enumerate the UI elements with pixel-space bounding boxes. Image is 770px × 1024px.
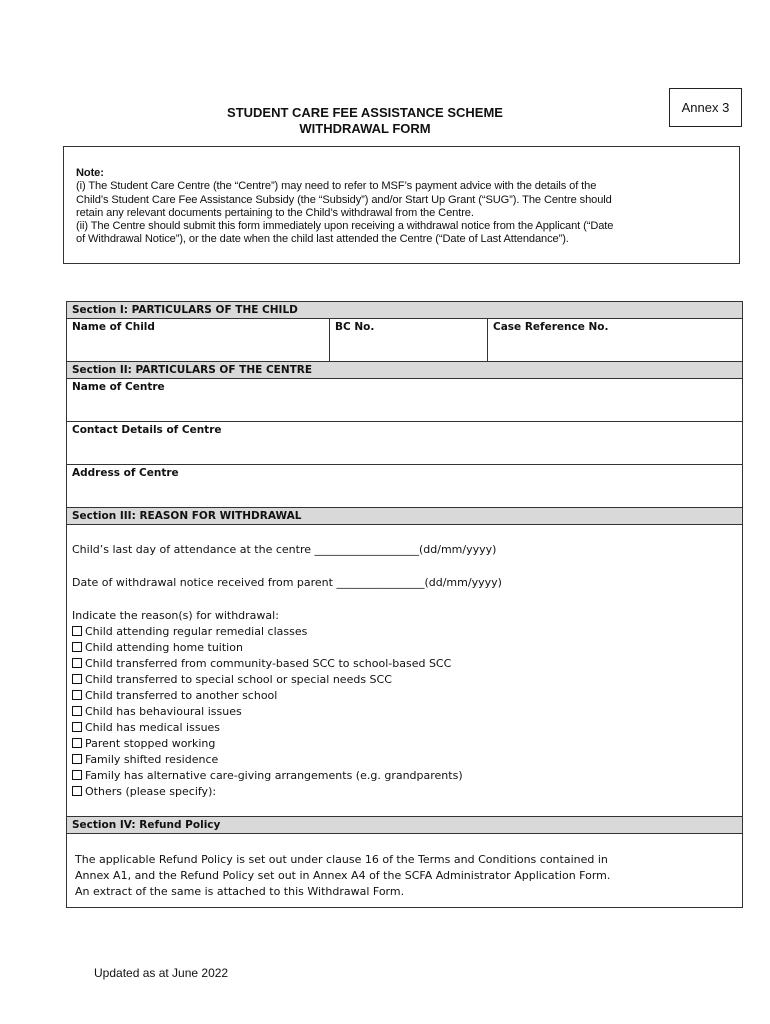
address-of-centre-field[interactable]: Address of Centre <box>67 465 742 508</box>
bc-no-field[interactable]: BC No. <box>330 319 488 361</box>
reason-option[interactable] <box>72 704 737 720</box>
section3-header: Section III: REASON FOR WITHDRAWAL <box>67 508 742 525</box>
withdrawal-notice-date-field[interactable]: Date of withdrawal notice received from parent ________________(dd/mm/yyyy) <box>72 576 502 589</box>
reason-label: Child has medical issues <box>85 721 221 734</box>
checkbox[interactable] <box>72 786 82 796</box>
annex-label: Annex 3 <box>669 88 742 127</box>
form-title-line1: STUDENT CARE FEE ASSISTANCE SCHEME <box>227 105 503 120</box>
checkbox[interactable] <box>72 770 82 780</box>
reason-option[interactable] <box>72 624 737 640</box>
updated-date-footer: Updated as at June 2022 <box>94 966 229 980</box>
reason-label: Others (please specify): <box>85 785 217 798</box>
reason-label: Family has alternative care-giving arrangements (e.g. grandparents) <box>85 769 463 782</box>
name-of-centre-field[interactable]: Name of Centre <box>67 379 742 422</box>
checkbox[interactable] <box>72 706 82 716</box>
checkbox[interactable] <box>72 674 82 684</box>
reason-option[interactable] <box>72 672 737 688</box>
reason-label: Parent stopped working <box>85 737 216 750</box>
case-reference-field[interactable]: Case Reference No. <box>493 321 609 333</box>
note-line: (i) The Student Care Centre (the “Centre”) may need to refer to MSF’s payment advice with the details of the <box>76 180 597 193</box>
reason-option[interactable] <box>72 640 737 656</box>
checkbox[interactable] <box>72 738 82 748</box>
reason-section <box>67 525 742 817</box>
reason-label: Child transferred to another school <box>85 689 278 702</box>
note-heading: Note: <box>76 167 104 179</box>
checkbox[interactable] <box>72 722 82 732</box>
reason-label: Child has behavioural issues <box>85 705 242 718</box>
note-line: of Withdrawal Notice”), or the date when the child last attended the Centre (“Date of Last Attendance”). <box>76 233 569 246</box>
checkbox[interactable] <box>72 690 82 700</box>
section2-header: Section II: PARTICULARS OF THE CENTRE <box>67 362 742 379</box>
note-line: (ii) The Centre should submit this form immediately upon receiving a withdrawal notice from the Applicant (“Date <box>76 220 614 233</box>
section4-header: Section IV: Refund Policy <box>67 817 742 834</box>
reason-option[interactable] <box>72 736 737 752</box>
refund-policy-text <box>67 834 742 907</box>
checkbox[interactable] <box>72 754 82 764</box>
reason-option[interactable] <box>72 688 737 704</box>
reason-option[interactable] <box>72 720 737 736</box>
refund-line: An extract of the same is attached to this Withdrawal Form. <box>75 885 405 898</box>
form-title-line2: WITHDRAWAL FORM <box>299 121 431 136</box>
checkbox[interactable] <box>72 626 82 636</box>
reason-label: Child transferred from community-based SCC to school-based SCC <box>85 657 452 670</box>
last-day-attendance-field[interactable]: Child’s last day of attendance at the centre ___________________(dd/mm/yyyy) <box>72 543 497 556</box>
reason-label: Child transferred to special school or special needs SCC <box>85 673 392 686</box>
note-line: retain any relevant documents pertaining to the Child’s withdrawal from the Centre. <box>76 206 474 219</box>
reason-option[interactable] <box>72 656 737 672</box>
name-of-child-field[interactable]: Name of Child <box>67 319 330 361</box>
contact-details-field[interactable]: Contact Details of Centre <box>67 422 742 465</box>
reason-label: Child attending home tuition <box>85 641 243 654</box>
reason-label: Child attending regular remedial classes <box>85 625 308 638</box>
reason-label: Family shifted residence <box>85 753 219 766</box>
child-particulars-row <box>67 319 742 362</box>
note-line: Child’s Student Care Fee Assistance Subsidy (the “Subsidy”) and/or Start Up Grant (“SUG”). The Centre should <box>76 193 612 206</box>
indicate-reason-label: Indicate the reason(s) for withdrawal: <box>72 609 279 622</box>
refund-line: Annex A1, and the Refund Policy set out in Annex A4 of the SCFA Administrator Application Form. <box>75 869 611 882</box>
note-box <box>63 146 740 264</box>
reason-option[interactable] <box>72 768 737 784</box>
withdrawal-form-table <box>66 301 743 908</box>
refund-line: The applicable Refund Policy is set out under clause 16 of the Terms and Conditions contained in <box>75 853 608 866</box>
form-title <box>160 105 570 137</box>
section1-header: Section I: PARTICULARS OF THE CHILD <box>67 302 742 319</box>
checkbox[interactable] <box>72 658 82 668</box>
reason-option[interactable] <box>72 784 737 800</box>
checkbox[interactable] <box>72 642 82 652</box>
reason-option[interactable] <box>72 752 737 768</box>
